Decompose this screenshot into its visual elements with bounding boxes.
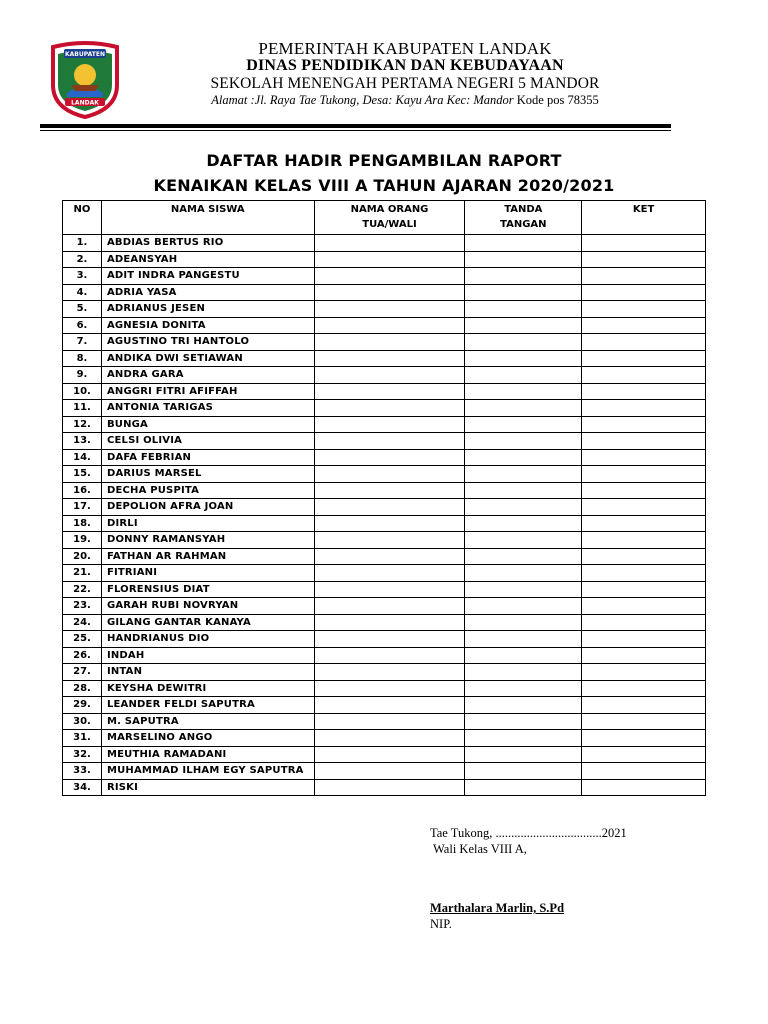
student-name: LEANDER FELDI SAPUTRA bbox=[101, 697, 314, 714]
student-name: ADRIA YASA bbox=[101, 284, 314, 301]
address-postcode: Kode pos 78355 bbox=[513, 93, 599, 107]
note-cell bbox=[582, 730, 706, 747]
signature-cell bbox=[465, 301, 582, 318]
table-row bbox=[63, 350, 706, 367]
signature-place-date: Tae Tukong, ..................................2021 bbox=[430, 826, 627, 840]
row-number: 24. bbox=[63, 614, 102, 631]
table-row bbox=[63, 730, 706, 747]
student-name: ADIT INDRA PANGESTU bbox=[101, 268, 314, 285]
table-row bbox=[63, 482, 706, 499]
signature-cell bbox=[465, 449, 582, 466]
table-row bbox=[63, 400, 706, 417]
parent-name-cell bbox=[314, 449, 465, 466]
table-row bbox=[63, 433, 706, 450]
signature-cell bbox=[465, 680, 582, 697]
table-row bbox=[63, 284, 706, 301]
header-note: KET bbox=[582, 201, 706, 235]
parent-name-cell bbox=[314, 284, 465, 301]
parent-name-cell bbox=[314, 730, 465, 747]
government-line: PEMERINTAH KABUPATEN LANDAK bbox=[258, 39, 552, 58]
signature-cell bbox=[465, 466, 582, 483]
student-name: MEUTHIA RAMADANI bbox=[101, 746, 314, 763]
student-name: DAFA FEBRIAN bbox=[101, 449, 314, 466]
signature-cell bbox=[465, 499, 582, 516]
row-number: 4. bbox=[63, 284, 102, 301]
table-row bbox=[63, 565, 706, 582]
department-line: DINAS PENDIDIKAN DAN KEBUDAYAAN bbox=[246, 57, 564, 74]
note-cell bbox=[582, 647, 706, 664]
student-name: FATHAN AR RAHMAN bbox=[101, 548, 314, 565]
student-name: BUNGA bbox=[101, 416, 314, 433]
parent-name-cell bbox=[314, 746, 465, 763]
header-parent-line2: TUA/WALI bbox=[362, 219, 417, 230]
parent-name-cell bbox=[314, 565, 465, 582]
student-name: M. SAPUTRA bbox=[101, 713, 314, 730]
signature-cell bbox=[465, 565, 582, 582]
row-number: 33. bbox=[63, 763, 102, 780]
parent-name-cell bbox=[314, 713, 465, 730]
table-row bbox=[63, 515, 706, 532]
signature-cell bbox=[465, 367, 582, 384]
row-number: 11. bbox=[63, 400, 102, 417]
note-cell bbox=[582, 466, 706, 483]
parent-name-cell bbox=[314, 301, 465, 318]
note-cell bbox=[582, 680, 706, 697]
row-number: 28. bbox=[63, 680, 102, 697]
note-cell bbox=[582, 235, 706, 252]
signature-cell bbox=[465, 614, 582, 631]
student-name: GARAH RUBI NOVRYAN bbox=[101, 598, 314, 615]
student-name: KEYSHA DEWITRI bbox=[101, 680, 314, 697]
table-row bbox=[63, 235, 706, 252]
note-cell bbox=[582, 499, 706, 516]
header-parent-line1: NAMA ORANG bbox=[350, 204, 429, 215]
note-cell bbox=[582, 416, 706, 433]
table-row bbox=[63, 301, 706, 318]
signature-cell bbox=[465, 416, 582, 433]
row-number: 26. bbox=[63, 647, 102, 664]
parent-name-cell bbox=[314, 664, 465, 681]
parent-name-cell bbox=[314, 466, 465, 483]
student-name: FLORENSIUS DIAT bbox=[101, 581, 314, 598]
table-row bbox=[63, 548, 706, 565]
row-number: 23. bbox=[63, 598, 102, 615]
student-name: AGUSTINO TRI HANTOLO bbox=[101, 334, 314, 351]
signature-cell bbox=[465, 334, 582, 351]
note-cell bbox=[582, 317, 706, 334]
row-number: 12. bbox=[63, 416, 102, 433]
signature-cell bbox=[465, 317, 582, 334]
row-number: 10. bbox=[63, 383, 102, 400]
row-number: 21. bbox=[63, 565, 102, 582]
parent-name-cell bbox=[314, 383, 465, 400]
note-cell bbox=[582, 548, 706, 565]
row-number: 20. bbox=[63, 548, 102, 565]
table-row bbox=[63, 449, 706, 466]
signature-cell bbox=[465, 581, 582, 598]
header-student-name: NAMA SISWA bbox=[101, 201, 314, 235]
student-name: DEPOLION AFRA JOAN bbox=[101, 499, 314, 516]
note-cell bbox=[582, 713, 706, 730]
student-name: ANDRA GARA bbox=[101, 367, 314, 384]
parent-name-cell bbox=[314, 482, 465, 499]
table-row bbox=[63, 647, 706, 664]
note-cell bbox=[582, 779, 706, 796]
table-row bbox=[63, 614, 706, 631]
signature-cell bbox=[465, 284, 582, 301]
student-name: CELSI OLIVIA bbox=[101, 433, 314, 450]
student-name: ANGGRI FITRI AFIFFAH bbox=[101, 383, 314, 400]
student-name: AGNESIA DONITA bbox=[101, 317, 314, 334]
logo-top-text: KABUPATEN bbox=[65, 51, 105, 58]
parent-name-cell bbox=[314, 268, 465, 285]
note-cell bbox=[582, 614, 706, 631]
district-logo bbox=[47, 41, 123, 119]
document-subtitle: KENAIKAN KELAS VIII A TAHUN AJARAN 2020/2021 bbox=[153, 176, 615, 195]
student-name: DIRLI bbox=[101, 515, 314, 532]
student-name: MUHAMMAD ILHAM EGY SAPUTRA bbox=[101, 763, 314, 780]
table-row bbox=[63, 268, 706, 285]
parent-name-cell bbox=[314, 647, 465, 664]
table-row bbox=[63, 763, 706, 780]
table-row bbox=[63, 367, 706, 384]
table-row bbox=[63, 416, 706, 433]
table-row bbox=[63, 251, 706, 268]
signature-cell bbox=[465, 631, 582, 648]
signature-cell bbox=[465, 598, 582, 615]
student-name: GILANG GANTAR KANAYA bbox=[101, 614, 314, 631]
row-number: 31. bbox=[63, 730, 102, 747]
letterhead-divider-thin bbox=[40, 130, 671, 131]
signature-cell bbox=[465, 746, 582, 763]
note-cell bbox=[582, 515, 706, 532]
parent-name-cell bbox=[314, 763, 465, 780]
table-row bbox=[63, 383, 706, 400]
student-name: DONNY RAMANSYAH bbox=[101, 532, 314, 549]
table-row bbox=[63, 317, 706, 334]
table-row bbox=[63, 334, 706, 351]
note-cell bbox=[582, 565, 706, 582]
header-parent-name bbox=[314, 201, 465, 235]
parent-name-cell bbox=[314, 416, 465, 433]
student-name: HANDRIANUS DIO bbox=[101, 631, 314, 648]
parent-name-cell bbox=[314, 433, 465, 450]
signature-cell bbox=[465, 697, 582, 714]
signature-cell bbox=[465, 664, 582, 681]
student-name: ADRIANUS JESEN bbox=[101, 301, 314, 318]
attendance-table bbox=[62, 200, 706, 796]
note-cell bbox=[582, 697, 706, 714]
parent-name-cell bbox=[314, 334, 465, 351]
table-row bbox=[63, 664, 706, 681]
row-number: 14. bbox=[63, 449, 102, 466]
letterhead-divider-thick bbox=[40, 124, 671, 128]
signature-cell bbox=[465, 763, 582, 780]
row-number: 15. bbox=[63, 466, 102, 483]
signature-cell bbox=[465, 713, 582, 730]
table-row bbox=[63, 598, 706, 615]
signature-cell bbox=[465, 400, 582, 417]
row-number: 27. bbox=[63, 664, 102, 681]
row-number: 13. bbox=[63, 433, 102, 450]
signature-cell bbox=[465, 383, 582, 400]
note-cell bbox=[582, 268, 706, 285]
address-line bbox=[140, 92, 670, 109]
parent-name-cell bbox=[314, 532, 465, 549]
note-cell bbox=[582, 746, 706, 763]
student-name: ADEANSYAH bbox=[101, 251, 314, 268]
document-title: DAFTAR HADIR PENGAMBILAN RAPORT bbox=[206, 151, 562, 170]
parent-name-cell bbox=[314, 697, 465, 714]
signature-cell bbox=[465, 515, 582, 532]
note-cell bbox=[582, 367, 706, 384]
signature-cell bbox=[465, 647, 582, 664]
parent-name-cell bbox=[314, 499, 465, 516]
signature-cell bbox=[465, 532, 582, 549]
table-row bbox=[63, 631, 706, 648]
row-number: 6. bbox=[63, 317, 102, 334]
row-number: 19. bbox=[63, 532, 102, 549]
table-row bbox=[63, 499, 706, 516]
parent-name-cell bbox=[314, 548, 465, 565]
student-name: FITRIANI bbox=[101, 565, 314, 582]
table-row bbox=[63, 581, 706, 598]
table-row bbox=[63, 680, 706, 697]
note-cell bbox=[582, 301, 706, 318]
address-street: Alamat :Jl. Raya Tae Tukong, Desa: Kayu Ara Kec: Mandor bbox=[211, 93, 514, 107]
parent-name-cell bbox=[314, 581, 465, 598]
note-cell bbox=[582, 284, 706, 301]
signature-cell bbox=[465, 350, 582, 367]
note-cell bbox=[582, 383, 706, 400]
student-name: ANTONIA TARIGAS bbox=[101, 400, 314, 417]
note-cell bbox=[582, 631, 706, 648]
student-name: MARSELINO ANGO bbox=[101, 730, 314, 747]
row-number: 29. bbox=[63, 697, 102, 714]
note-cell bbox=[582, 433, 706, 450]
signature-cell bbox=[465, 482, 582, 499]
row-number: 34. bbox=[63, 779, 102, 796]
row-number: 5. bbox=[63, 301, 102, 318]
note-cell bbox=[582, 449, 706, 466]
table-row bbox=[63, 746, 706, 763]
row-number: 22. bbox=[63, 581, 102, 598]
row-number: 2. bbox=[63, 251, 102, 268]
signature-cell bbox=[465, 730, 582, 747]
parent-name-cell bbox=[314, 235, 465, 252]
signature-name: Marthalara Marlin, S.Pd bbox=[430, 901, 565, 915]
table-row bbox=[63, 532, 706, 549]
note-cell bbox=[582, 251, 706, 268]
parent-name-cell bbox=[314, 367, 465, 384]
row-number: 17. bbox=[63, 499, 102, 516]
signature-cell bbox=[465, 235, 582, 252]
parent-name-cell bbox=[314, 598, 465, 615]
parent-name-cell bbox=[314, 614, 465, 631]
letterhead bbox=[140, 40, 670, 109]
note-cell bbox=[582, 400, 706, 417]
signature-cell bbox=[465, 268, 582, 285]
parent-name-cell bbox=[314, 317, 465, 334]
note-cell bbox=[582, 598, 706, 615]
header-signature bbox=[465, 201, 582, 235]
table-row bbox=[63, 713, 706, 730]
row-number: 3. bbox=[63, 268, 102, 285]
row-number: 30. bbox=[63, 713, 102, 730]
note-cell bbox=[582, 664, 706, 681]
student-name: INTAN bbox=[101, 664, 314, 681]
header-signature-line2: TANGAN bbox=[500, 219, 547, 230]
signature-cell bbox=[465, 251, 582, 268]
logo-bottom-text: LANDAK bbox=[71, 99, 99, 107]
parent-name-cell bbox=[314, 251, 465, 268]
row-number: 18. bbox=[63, 515, 102, 532]
table-row bbox=[63, 697, 706, 714]
note-cell bbox=[582, 334, 706, 351]
header-no: NO bbox=[63, 201, 102, 235]
table-row bbox=[63, 779, 706, 796]
row-number: 16. bbox=[63, 482, 102, 499]
signature-role: Wali Kelas VIII A, bbox=[433, 842, 527, 856]
signature-cell bbox=[465, 779, 582, 796]
parent-name-cell bbox=[314, 631, 465, 648]
row-number: 8. bbox=[63, 350, 102, 367]
parent-name-cell bbox=[314, 350, 465, 367]
signature-cell bbox=[465, 433, 582, 450]
student-name: DARIUS MARSEL bbox=[101, 466, 314, 483]
parent-name-cell bbox=[314, 779, 465, 796]
parent-name-cell bbox=[314, 515, 465, 532]
note-cell bbox=[582, 350, 706, 367]
school-line: SEKOLAH MENENGAH PERTAMA NEGERI 5 MANDOR bbox=[210, 75, 600, 92]
parent-name-cell bbox=[314, 400, 465, 417]
row-number: 25. bbox=[63, 631, 102, 648]
parent-name-cell bbox=[314, 680, 465, 697]
student-name: DECHA PUSPITA bbox=[101, 482, 314, 499]
row-number: 32. bbox=[63, 746, 102, 763]
row-number: 7. bbox=[63, 334, 102, 351]
table-header-row bbox=[63, 201, 706, 235]
row-number: 9. bbox=[63, 367, 102, 384]
student-name: ANDIKA DWI SETIAWAN bbox=[101, 350, 314, 367]
note-cell bbox=[582, 482, 706, 499]
student-name: ABDIAS BERTUS RIO bbox=[101, 235, 314, 252]
table-row bbox=[63, 466, 706, 483]
signature-nip: NIP. bbox=[430, 917, 452, 931]
student-name: INDAH bbox=[101, 647, 314, 664]
note-cell bbox=[582, 581, 706, 598]
row-number: 1. bbox=[63, 235, 102, 252]
student-name: RISKI bbox=[101, 779, 314, 796]
note-cell bbox=[582, 763, 706, 780]
signature-cell bbox=[465, 548, 582, 565]
note-cell bbox=[582, 532, 706, 549]
header-signature-line1: TANDA bbox=[504, 204, 543, 215]
